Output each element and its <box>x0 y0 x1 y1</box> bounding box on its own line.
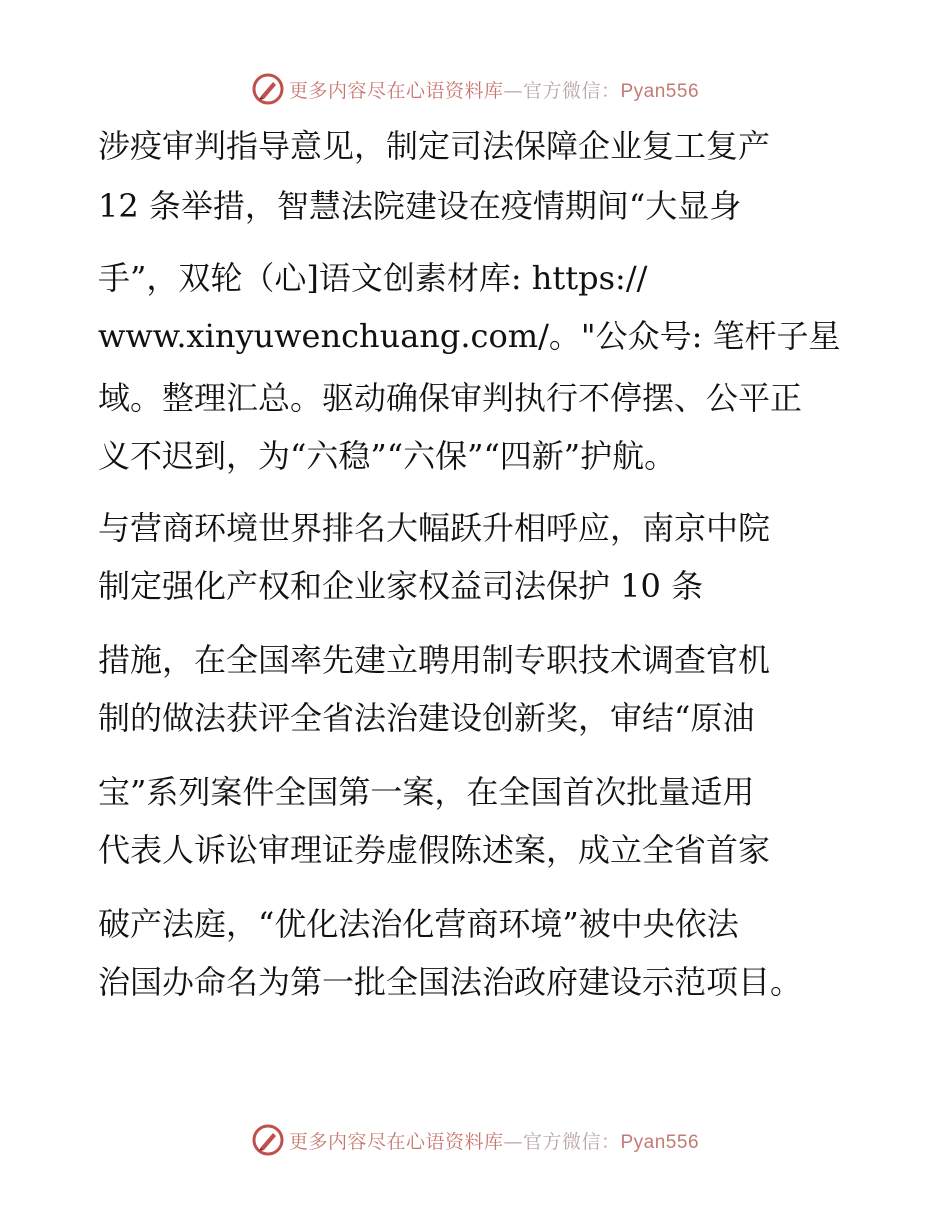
text-line: 制定强化产权和企业家权益司法保护 10 条 <box>98 567 704 605</box>
watermark-text: 更多内容尽在心语资料库—官方微信：Pyan556 <box>288 79 700 102</box>
text-line: 手”，双轮（心]语文创素材库: https:// <box>98 259 648 297</box>
watermark-text: 更多内容尽在心语资料库—官方微信：Pyan556 <box>288 1130 700 1153</box>
text-line: 12 条举措，智慧法院建设在疫情期间“大显身 <box>98 187 742 225</box>
text-line: www.xinyuwenchuang.com/。"公众号: 笔杆子星 <box>98 317 841 355</box>
text-line: 代表人诉讼审理证券虚假陈述案，成立全省首家 <box>98 831 771 869</box>
header-watermark <box>0 72 950 106</box>
footer-watermark <box>0 1123 950 1157</box>
text-line: 涉疫审判指导意见，制定司法保障企业复工复产 <box>98 127 771 165</box>
text-line: 与营商环境世界排名大幅跃升相呼应，南京中院 <box>98 509 771 547</box>
text-line: 义不迟到，为“六稳”“六保”“四新”护航。 <box>98 437 677 475</box>
pen-logo-icon <box>251 1123 285 1157</box>
text-line: 治国办命名为第一批全国法治政府建设示范项目。 <box>98 963 803 1001</box>
text-line: 破产法庭，“优化法治化营商环境”被中央依法 <box>98 905 739 943</box>
text-line: 措施，在全国率先建立聘用制专职技术调查官机 <box>98 641 771 679</box>
text-line: 宝”系列案件全国第一案，在全国首次批量适用 <box>98 773 755 811</box>
pen-logo-icon <box>251 72 285 106</box>
text-line: 域。整理汇总。驱动确保审判执行不停摆、公平正 <box>98 379 803 417</box>
text-line: 制的做法获评全省法治建设创新奖，审结“原油 <box>98 699 755 737</box>
